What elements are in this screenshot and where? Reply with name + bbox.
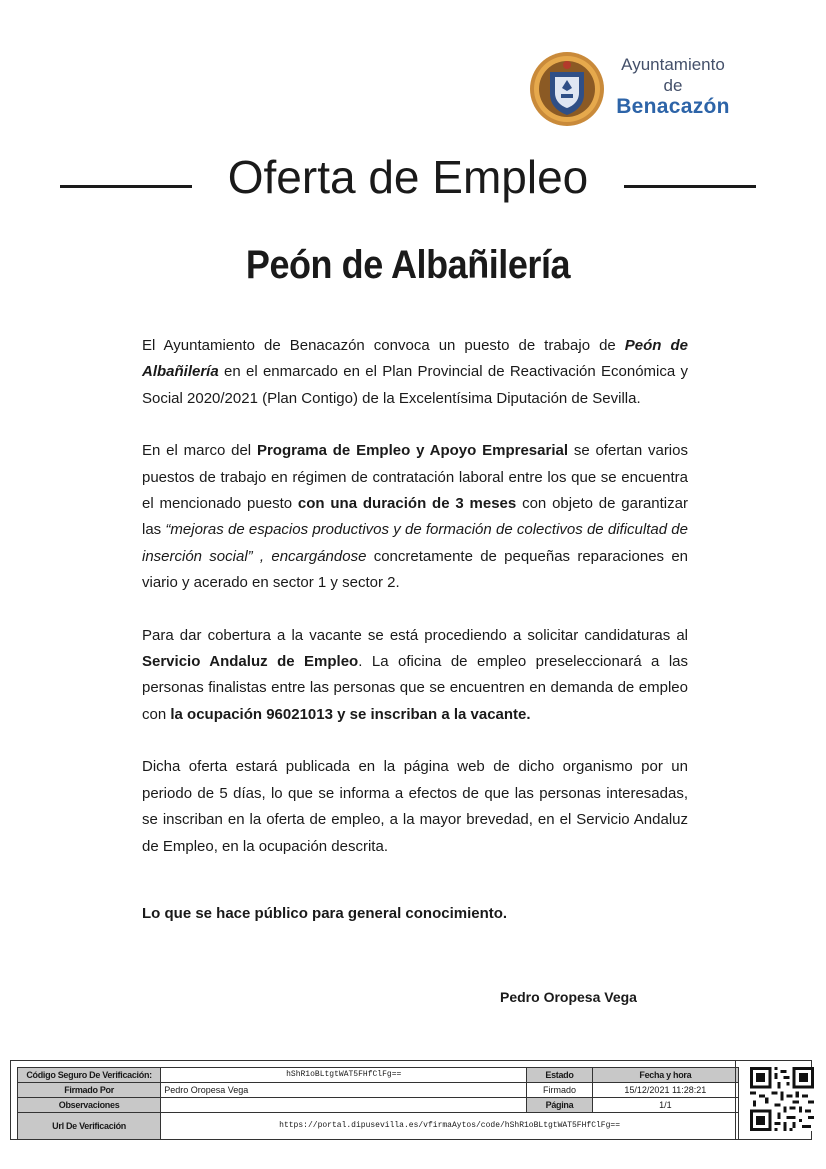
fecha-label: Fecha y hora xyxy=(592,1068,738,1083)
title-rule-left xyxy=(60,185,192,188)
text-run-bold: con una duración de 3 meses xyxy=(297,495,517,513)
text-run: . La oficina de empleo preseleccionará a las personas finalistas entre las personas que se encuentren en demanda de empleo con xyxy=(142,653,688,723)
text-run-bold: la ocupación 96021013 y se inscriban a la vacante. xyxy=(170,705,531,723)
logo-line-ayuntamiento: Ayuntamiento xyxy=(621,55,725,74)
text-run-italic: “mejoras de espacios productivos y de formación de colectivos de dificultad de inserción social” , encargándose xyxy=(142,521,688,565)
text-run-bold: Programa de Empleo y Apoyo Empresarial xyxy=(256,442,569,460)
csv-label: Código Seguro De Verificación: xyxy=(18,1068,161,1083)
csv-value: hShR1oBLtgtWAT5FHfClFg== xyxy=(161,1068,527,1083)
estado-label: Estado xyxy=(527,1068,593,1083)
paragraph-publication xyxy=(142,754,688,860)
text-run: en el enmarcado en el Plan Provincial de Reactivación Económica y Social 2020/2021 (Plan Contigo) de la Excelentísima Diputación de Sevilla. xyxy=(142,363,688,407)
municipal-logo xyxy=(528,50,748,130)
qr-container xyxy=(735,1061,814,1139)
text-run: concretamente de pequeñas reparaciones en viario y acerado en sector 1 y sector 2. xyxy=(142,547,688,592)
logo-line-city: Benacazón xyxy=(616,95,730,118)
qr-code-icon[interactable] xyxy=(750,1067,814,1131)
logo-text xyxy=(608,54,738,117)
pagina-label: Página xyxy=(527,1098,593,1113)
fecha-value: 15/12/2021 11:28:21 xyxy=(592,1083,738,1098)
closing-statement: Lo que se hace público para general conocimiento. xyxy=(142,905,508,922)
text-run: En el marco del xyxy=(142,442,257,460)
firmado-label: Firmado Por xyxy=(18,1083,161,1098)
text-run: El Ayuntamiento de Benacazón convoca un puesto de trabajo de xyxy=(142,337,625,354)
estado-value: Firmado xyxy=(527,1083,593,1098)
table-row xyxy=(18,1083,739,1098)
verification-table xyxy=(17,1067,739,1140)
signer-name: Pedro Oropesa Vega xyxy=(500,989,637,1005)
body-text xyxy=(142,333,688,886)
table-row xyxy=(18,1113,739,1140)
text-run: Para dar cobertura a la vacante se está procediendo a solicitar candidaturas al xyxy=(142,626,688,644)
logo-line-de: de xyxy=(663,76,683,95)
table-row xyxy=(18,1068,739,1083)
paragraph-program xyxy=(142,438,688,596)
text-run-bold-italic: Peón de Albañilería xyxy=(142,337,688,381)
pagina-value: 1/1 xyxy=(592,1098,738,1113)
job-title: Peón de Albañilería xyxy=(245,243,571,287)
page-title: Oferta de Empleo xyxy=(227,151,589,203)
paragraph-intro xyxy=(142,333,688,412)
url-label: Url De Verificación xyxy=(18,1113,161,1140)
text-run: Dicha oferta estará publicada en la página web de dicho organismo por un periodo de 5 días, lo que se informa a efectos de que las personas interesadas, se inscriban en la oferta de empleo, a la mayor brevedad, en el Servicio Andaluz de Empleo, en la ocupación descrita. xyxy=(142,758,688,855)
coat-of-arms-seal-icon xyxy=(528,50,606,128)
text-run: se ofertan varios puestos de trabajo en régimen de contratación laboral entre los que se encuentra el mencionado puesto xyxy=(142,442,688,513)
title-rule-right xyxy=(624,185,756,188)
text-run: con objeto de garantizar las xyxy=(142,495,688,539)
title-row xyxy=(60,150,756,204)
text-run-bold: Servicio Andaluz de Empleo xyxy=(142,653,359,671)
observaciones-value xyxy=(161,1098,527,1113)
paragraph-candidates xyxy=(142,623,688,729)
firmado-value: Pedro Oropesa Vega xyxy=(161,1083,527,1098)
signature-verification-box xyxy=(10,1060,812,1140)
observaciones-label: Observaciones xyxy=(18,1098,161,1113)
verification-url[interactable]: https://portal.dipusevilla.es/vfirmaAytos/code/hShR1oBLtgtWAT5FHfClFg== xyxy=(161,1113,739,1140)
table-row xyxy=(18,1098,739,1113)
